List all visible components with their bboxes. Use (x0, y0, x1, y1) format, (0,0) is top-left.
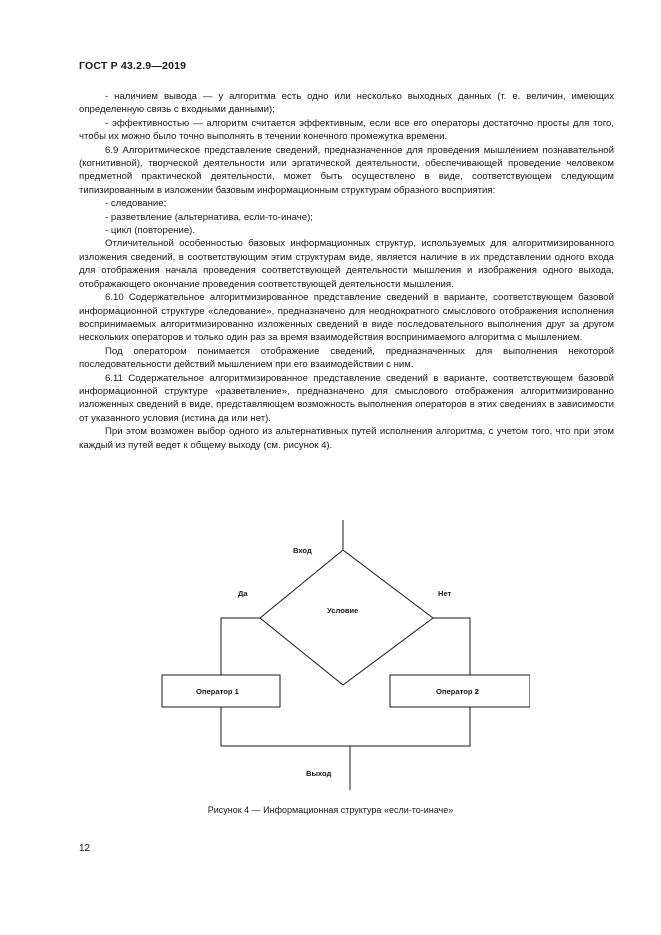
paragraph: Отличительной особенностью базовых информационных структур, используемых для алгоритмизированного изложения сведений, в соответствующим этим структурам виде, является наличие в их представлении одного входа для отображения начала проведения соответствующей деятельности мышления и изображения одного выхода, отображающего окончание проведения соответствующей деятельности мышления. (79, 238, 614, 290)
no-branch-line (433, 618, 470, 675)
flowchart-svg (150, 515, 530, 795)
paragraph: 6.10 Содержательное алгоритмизированное представление сведений в варианте, соответствующем базовой информационной структуре «следование», предназначено для неоднократного смыслового отображения исполнения воспринимаемых алгоритмизированно изложенных сведений в виде последовательного выполнения друг за другом нескольких операторов и только один раз за время взаимодействия воспринимаемого алгоритма с мышлением. (79, 292, 614, 344)
paragraph: - наличием вывода — у алгоритма есть одно или несколько выходных данных (т. е. величин, имеющих определенную связь с входными данными); (79, 91, 614, 116)
list-item: - следование; (105, 198, 167, 210)
flowchart-diagram (150, 515, 530, 800)
list-item: - разветвление (альтернатива, если-то-иначе); (105, 211, 313, 223)
paragraph: Под оператором понимается отображение сведений, предназначенных для выполнения некоторой последовательности действий мышлением при его взаимодействии с ним. (79, 345, 614, 371)
no-label: Нет (438, 589, 452, 598)
merge-line (221, 707, 470, 746)
condition-label: Условие (327, 606, 359, 615)
body-text (79, 90, 614, 452)
list-item: - цикл (повторение). (105, 225, 196, 237)
condition-diamond (260, 550, 433, 685)
operator1-label: Оператор 1 (196, 687, 239, 696)
input-label: Вход (293, 546, 312, 555)
yes-label: Да (238, 589, 248, 598)
document-header: ГОСТ Р 43.2.9—2019 (79, 60, 187, 72)
paragraph: 6.9 Алгоритмическое представление сведений, предназначенное для проведения мышлением познавательной (когнитивной), творческой деятельности или эргатической деятельности, обеспечивающей проведение человеком предметной практической деятельности, может быть осуществлено в виде, соответствующем следующим типизированным в изложении базовым информационным структурам образного восприятия: (79, 144, 614, 196)
paragraph: - эффективностью — алгоритм считается эффективным, если все его операторы достаточно просты для того, чтобы их можно было точно выполнять в течении конечного промежутка времени. (79, 117, 614, 143)
paragraph: При этом возможен выбор одного из альтернативных путей исполнения алгоритма, с учетом того, что при этом каждый из путей ведет к общему выходу (см. рисунок 4). (79, 426, 614, 451)
figure-caption: Рисунок 4 — Информационная структура «если-то-иначе» (207, 805, 454, 815)
yes-branch-line (221, 618, 260, 675)
paragraph: 6.11 Содержательное алгоритмизированное представление сведений в варианте, соответствующем базовой информационной структуре «разветвление», предназначено для смыслового отображения алгоритмизированно изложенных сведений в виде, представляющем возможность выполнения операторов в этих сведениях в зависимости от указанного условия (истина да или нет). (79, 372, 614, 424)
operator2-label: Оператор 2 (436, 687, 479, 696)
output-label: Выход (306, 769, 332, 778)
page-number: 12 (79, 843, 91, 854)
